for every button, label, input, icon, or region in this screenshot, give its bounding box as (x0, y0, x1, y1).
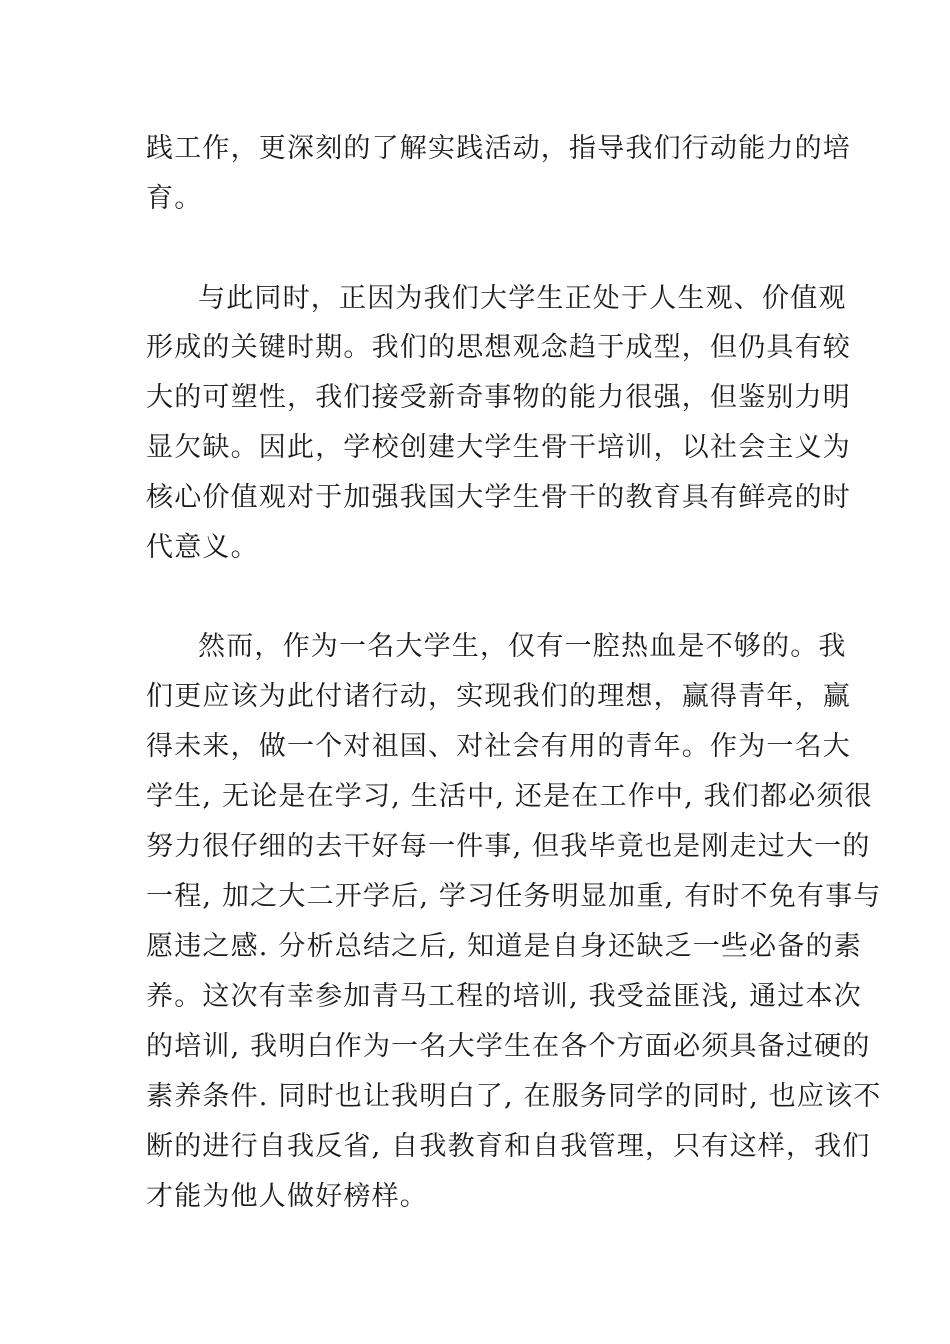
paragraph-2-line-3: 大的可塑性，我们接受新奇事物的能力很强，但鉴别力明 (146, 382, 851, 413)
paragraph-3-line-7: 愿违之感. 分析总结之后, 知道是自身还缺乏一些必备的素 (146, 931, 862, 962)
paragraph-2-line-4: 显欠缺。因此，学校创建大学生骨干培训，以社会主义为 (146, 432, 851, 463)
paragraph-3-line-1: 然而，作为一名大学生，仅有一腔热血是不够的。我 (198, 631, 847, 662)
paragraph-3-line-8: 养。这次有幸参加青马工程的培训, 我受益匪浅, 通过本次 (146, 981, 862, 1012)
paragraph-2-line-2: 形成的关键时期。我们的思想观念趋于成型，但仍具有较 (146, 332, 851, 363)
paragraph-3-line-5: 努力很仔细的去干好每一件事, 但我毕竟也是刚走过大一的 (146, 831, 871, 862)
paragraph-1-line-1: 践工作，更深刻的了解实践活动，指导我们行动能力的培 (146, 133, 851, 164)
paragraph-3-line-10: 素养条件. 同时也让我明白了, 在服务同学的同时, 也应该不 (146, 1081, 882, 1112)
paragraph-1-line-2: 育。 (146, 183, 203, 214)
paragraph-3-line-6: 一程, 加之大二开学后, 学习任务明显加重, 有时不免有事与 (146, 881, 882, 912)
paragraph-3-line-9: 的培训, 我明白作为一名大学生在各个方面必须具备过硬的 (146, 1031, 871, 1062)
paragraph-2-line-1: 与此同时，正因为我们大学生正处于人生观、价值观 (198, 283, 847, 314)
paragraph-3-line-3: 得未来，做一个对祖国、对社会有用的青年。作为一名大 (146, 731, 851, 762)
paragraph-2-line-5: 核心价值观对于加强我国大学生骨干的教育具有鲜亮的时 (146, 482, 851, 513)
paragraph-3-line-4: 学生, 无论是在学习, 生活中, 还是在工作中, 我们都必须很 (146, 781, 873, 812)
paragraph-2-line-6: 代意义。 (146, 532, 259, 563)
paragraph-3-line-2: 们更应该为此付诸行动，实现我们的理想，赢得青年，赢 (146, 681, 851, 712)
paragraph-3-line-12: 才能为他人做好榜样。 (146, 1181, 428, 1212)
paragraph-3-line-11: 断的进行自我反省, 自我教育和自我管理，只有这样，我们 (146, 1131, 871, 1162)
